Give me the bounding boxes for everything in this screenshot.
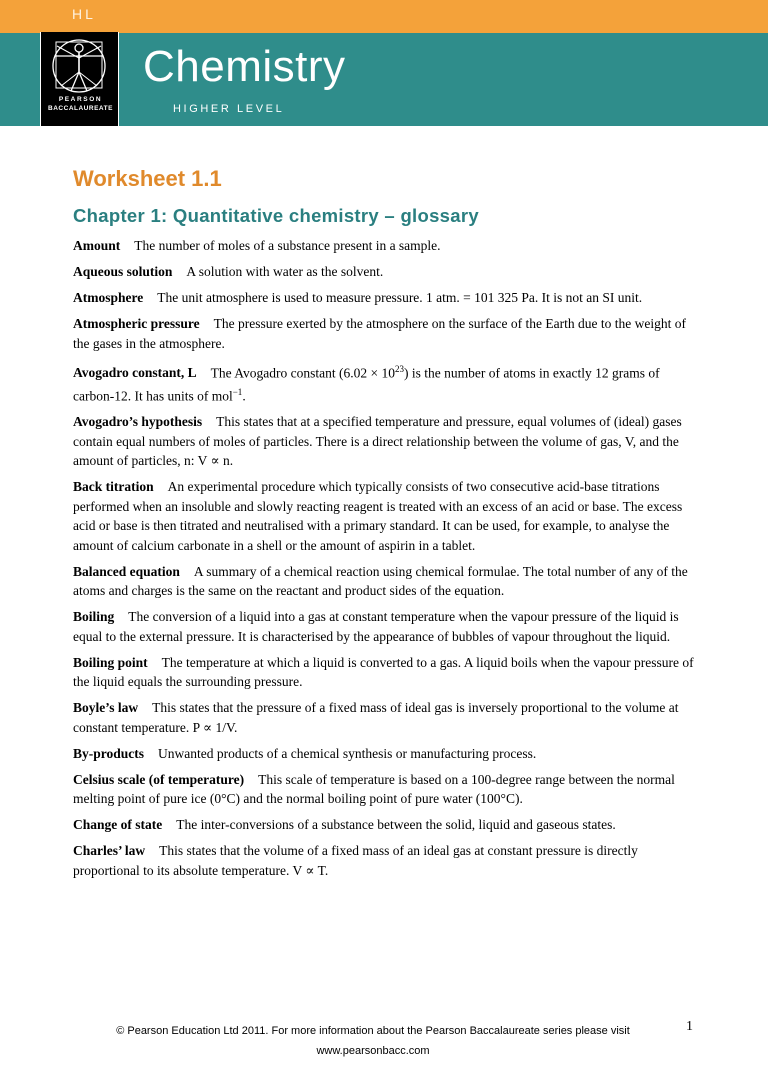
superscript: −1 [232,386,243,397]
footer-link[interactable]: www.pearsonbacc.com [316,1045,430,1057]
glossary-entry-charles-law [73,841,697,880]
glossary-definition: The conversion of a liquid into a gas at constant temperature when the vapour pressure of the liquid is equal to the external pressure. It is characterised by the appearance of bubbles of vapour throughout the liquid. [73,609,679,644]
glossary-entry-avogadro-constant [73,360,697,406]
glossary-term: Avogadro constant, L [73,365,197,380]
glossary-entry-boyles-law [73,698,697,737]
glossary-entry-amount [73,236,697,256]
top-bar [0,0,768,33]
glossary-entry-aqueous-solution [73,262,697,282]
page-number: 1 [686,1019,693,1034]
copyright-text: © Pearson Education Ltd 2011. For more information about the Pearson Baccalaureate series please visit [116,1025,630,1037]
glossary-term: By-products [73,745,145,761]
glossary-term: Boiling [73,609,115,624]
book-title: Chemistry [143,42,346,91]
glossary-definition: This states that the pressure of a fixed mass of ideal gas is inversely proportional to the volume at constant temperature. P ∝ 1/V. [73,700,679,735]
glossary-term: Back titration [73,479,154,494]
glossary-entry-back-titration [73,477,697,555]
pearson-logo [40,32,119,127]
footer [73,1021,673,1061]
glossary-term: Boiling point [73,654,148,670]
glossary-entry-atmosphere [73,288,697,308]
glossary-entry-boiling [73,607,697,646]
glossary-definition-part: . [242,388,246,403]
glossary-term: Charles’ law [73,843,146,858]
glossary-definition: A solution with water as the solvent. [186,264,384,279]
glossary-definition: An experimental procedure which typically consists of two consecutive acid-base titrations performed when an insoluble and slowly reacting reagent is treated with an excess of an acid or base. The excess acid or base is then titrated and neutralised with a primary standard. It can be used, for example, to analyse the amount of calcium carbonate in a shell or the amount of aspirin in a tablet. [73,479,683,553]
glossary-definition: The unit atmosphere is used to measure pressure. 1 atm. = 101 325 Pa. It is not an SI unit. [157,290,643,305]
glossary-definition-part: ) is the number of atoms in exactly 12 grams of carbon-12. It has units of mol [73,365,660,403]
glossary-term: Amount [73,238,121,253]
glossary-entry-balanced-equation [73,562,697,601]
glossary-entry-by-products [73,744,697,764]
worksheet-title: Worksheet 1.1 [73,166,222,191]
glossary-definition: This scale of temperature is based on a 100-degree range between the normal melting point of pure ice (0°C) and the normal boiling point of pure water (100°C). [73,771,675,806]
glossary-definition: A summary of a chemical reaction using chemical formulae. The total number of any of the atoms and charges is the same on the reactant and product sides of the equation. [73,563,688,598]
glossary-entry-avogadros-hypothesis [73,412,697,471]
glossary-definition: The pressure exerted by the atmosphere on the surface of the Earth due to the weight of the gases in the atmosphere. [73,316,686,351]
glossary-term: Avogadro’s hypothesis [73,414,203,429]
glossary-definition-part: The Avogadro constant (6.02 × 10 [210,365,395,380]
glossary-term: Boyle’s law [73,700,139,715]
glossary-term: Aqueous solution [73,264,173,279]
superscript: 23 [394,363,404,374]
glossary-term: Atmospheric pressure [73,316,200,331]
glossary-list [73,236,697,887]
glossary-definition: The inter-conversions of a substance between the solid, liquid and gaseous states. [176,817,616,832]
glossary-term: Balanced equation [73,563,180,579]
glossary-definition: This states that the volume of a fixed mass of an ideal gas at constant pressure is directly proportional to its absolute temperature. V ∝ T. [73,843,638,878]
glossary-term: Celsius scale (of temperature) [73,771,245,787]
logo-text-pearson: PEARSON [58,96,103,103]
glossary-term: Change of state [73,817,163,832]
logo-text-baccalaureate: BACCALAUREATE [48,105,113,112]
glossary-term: Atmosphere [73,290,144,305]
chapter-title: Chapter 1: Quantitative chemistry – glossary [73,205,479,226]
vitruvian-man-icon [47,36,111,94]
glossary-definition: Unwanted products of a chemical synthesis or manufacturing process. [158,745,537,761]
glossary-entry-atmospheric-pressure [73,314,697,353]
glossary-definition: The temperature at which a liquid is converted to a gas. A liquid boils when the vapour pressure of the liquid equals the surrounding pressure. [73,654,694,689]
glossary-entry-celsius-scale [73,770,697,809]
glossary-definition: This states that at a specified temperature and pressure, equal volumes of (ideal) gases contain equal numbers of moles of particles. There is a direct relationship between the volume of gas, V, and the amount of particles, n: V ∝ n. [73,414,682,468]
glossary-entry-boiling-point [73,653,697,692]
level-tag: HL [72,6,96,22]
book-subtitle: HIGHER LEVEL [173,103,285,115]
glossary-entry-change-of-state [73,815,697,835]
glossary-definition: The number of moles of a substance present in a sample. [134,238,441,253]
